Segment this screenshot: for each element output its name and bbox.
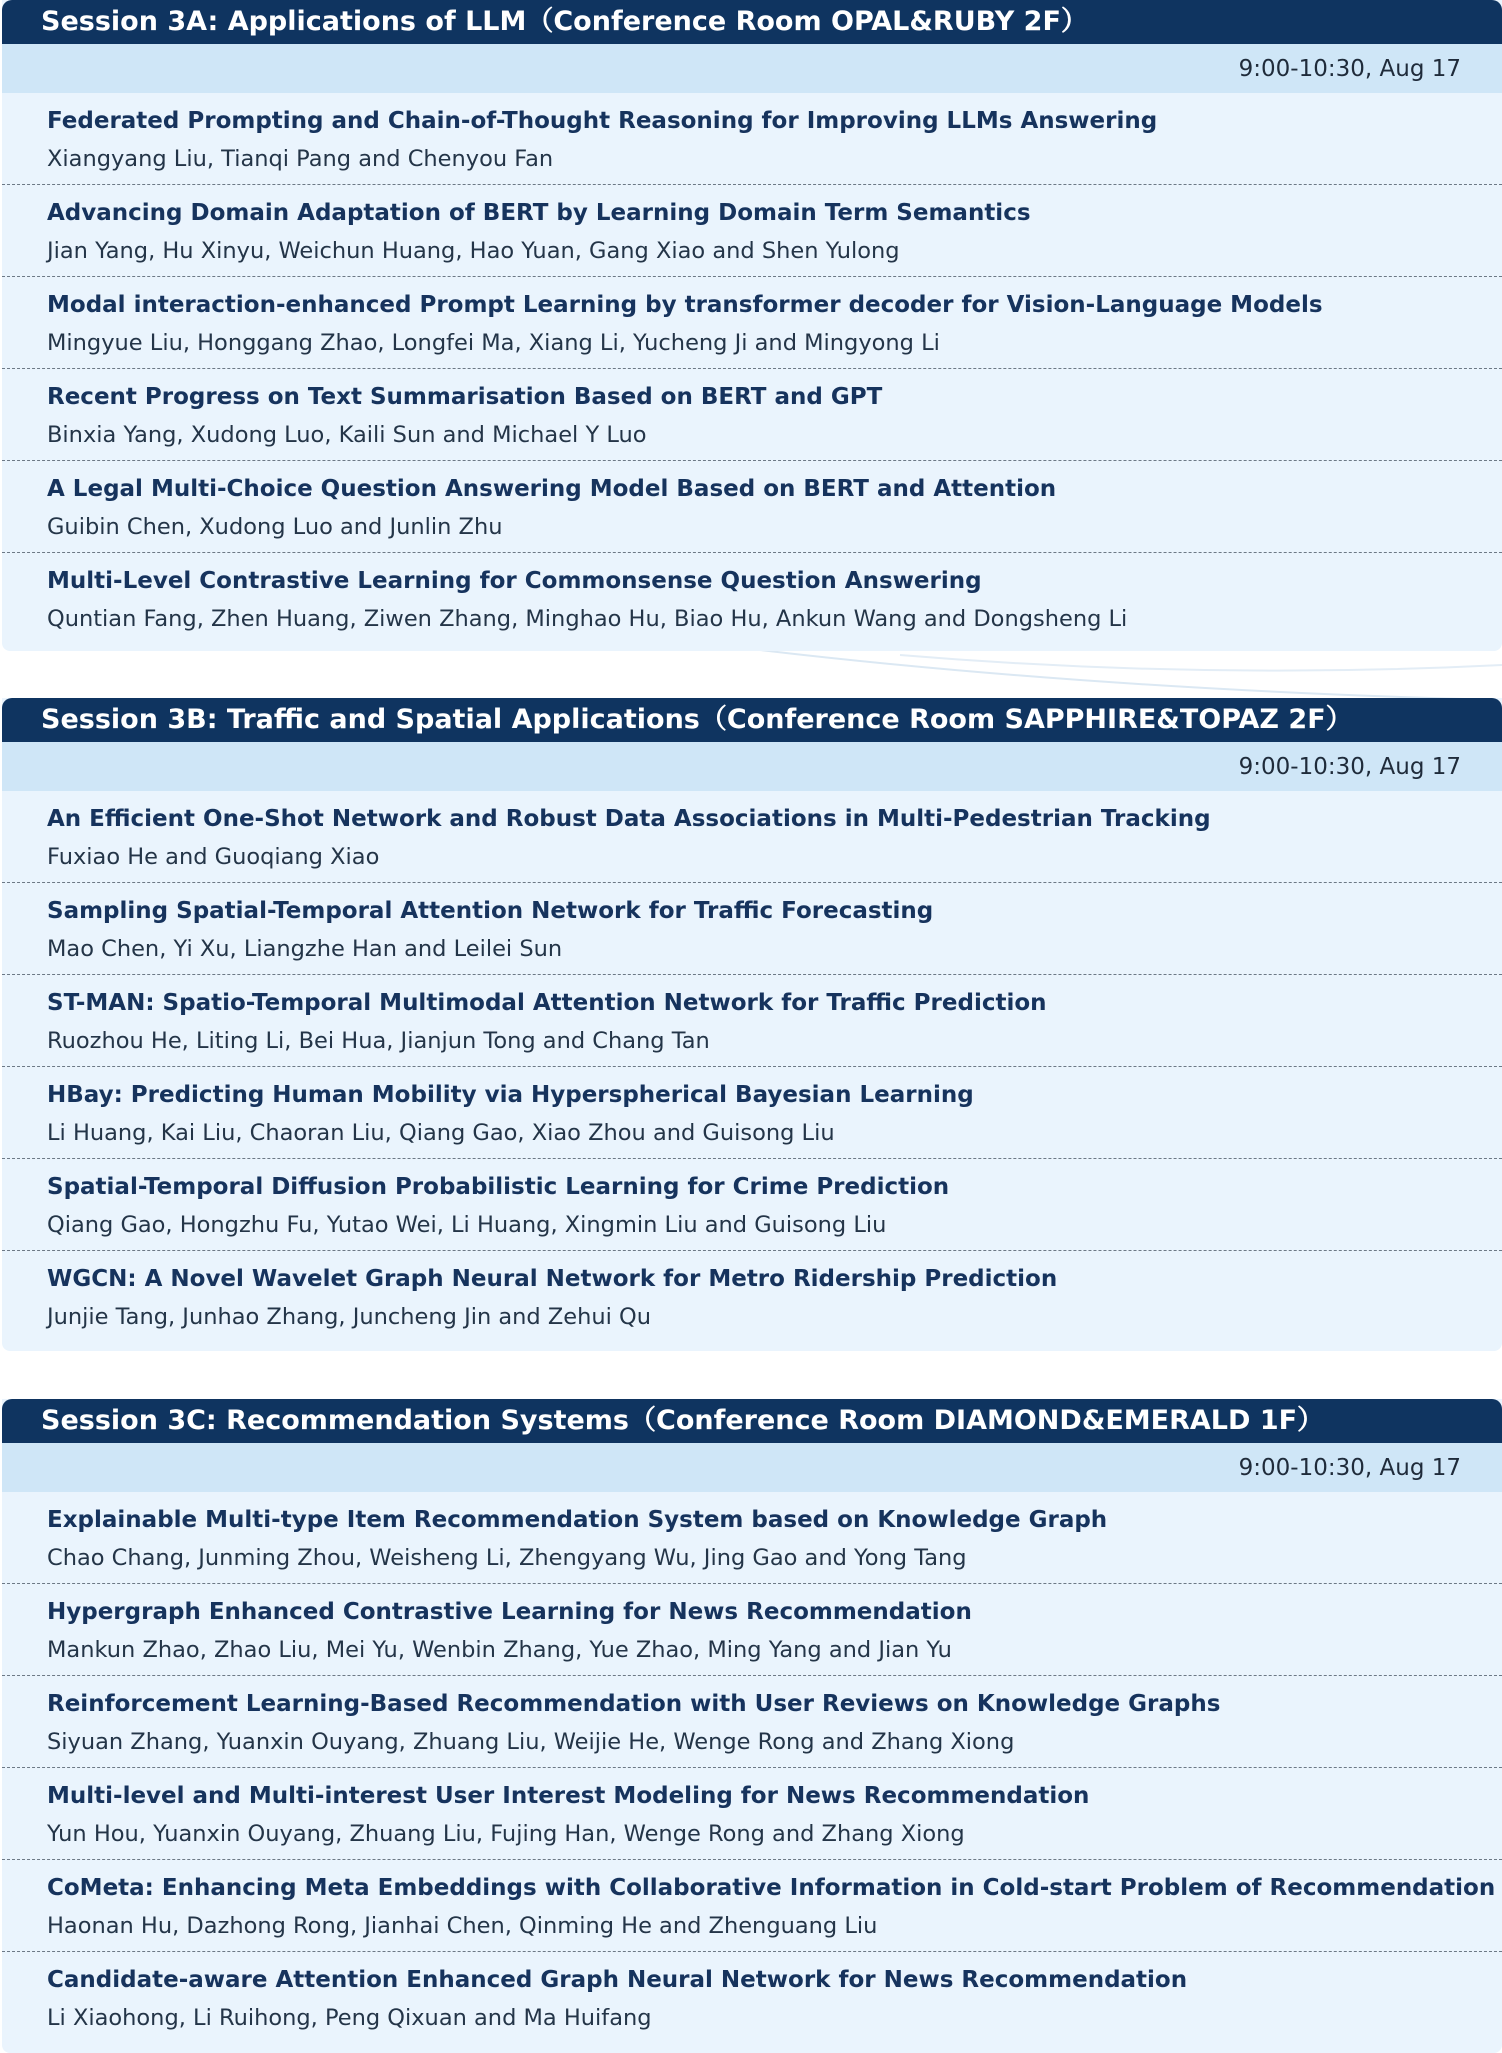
paper-authors: Mingyue Liu, Honggang Zhao, Longfei Ma, Xiang Li, Yucheng Ji and Mingyong Li	[47, 330, 940, 356]
paper-title: Spatial-Temporal Diffusion Probabilistic Learning for Crime Prediction	[47, 1174, 950, 1200]
paper-authors: Li Xiaohong, Li Ruihong, Peng Qixuan and Ma Huifang	[47, 2005, 652, 2031]
paper-item	[2, 1251, 1502, 1343]
session-title: Session 3A: Applications of LLM（Conference Room OPAL&RUBY 2F）	[2, 0, 1502, 44]
paper-title: HBay: Predicting Human Mobility via Hyperspherical Bayesian Learning	[47, 1082, 974, 1108]
paper-item	[2, 1159, 1502, 1251]
paper-title: Advancing Domain Adaptation of BERT by Learning Domain Term Semantics	[47, 200, 1031, 226]
paper-title: Federated Prompting and Chain-of-Thought Reasoning for Improving LLMs Answering	[47, 108, 1158, 134]
paper-title: Hypergraph Enhanced Contrastive Learning for News Recommendation	[47, 1599, 972, 1625]
session-title: Session 3B: Traffic and Spatial Applications（Conference Room SAPPHIRE&TOPAZ 2F）	[2, 698, 1502, 742]
session-3b	[2, 698, 1502, 1351]
paper-authors: Quntian Fang, Zhen Huang, Ziwen Zhang, Minghao Hu, Biao Hu, Ankun Wang and Dongsheng Li	[47, 606, 1128, 632]
paper-item	[2, 277, 1502, 369]
paper-title: Modal interaction-enhanced Prompt Learning by transformer decoder for Vision-Language Models	[47, 292, 1323, 318]
paper-item	[2, 93, 1502, 185]
paper-authors: Yun Hou, Yuanxin Ouyang, Zhuang Liu, Fujing Han, Wenge Rong and Zhang Xiong	[47, 1821, 965, 1847]
paper-item	[2, 791, 1502, 883]
paper-title: ST-MAN: Spatio-Temporal Multimodal Attention Network for Traffic Prediction	[47, 990, 1047, 1016]
paper-title: Explainable Multi-type Item Recommendation System based on Knowledge Graph	[47, 1507, 1108, 1533]
paper-item	[2, 1492, 1502, 1584]
paper-item	[2, 369, 1502, 461]
paper-item	[2, 1067, 1502, 1159]
session-time: 9:00-10:30, Aug 17	[2, 44, 1502, 93]
paper-item	[2, 1860, 1502, 1952]
paper-item	[2, 553, 1502, 645]
session-time: 9:00-10:30, Aug 17	[2, 1443, 1502, 1492]
paper-title: Candidate-aware Attention Enhanced Graph Neural Network for News Recommendation	[47, 1967, 1188, 1993]
paper-authors: Binxia Yang, Xudong Luo, Kaili Sun and Michael Y Luo	[47, 422, 647, 448]
paper-authors: Xiangyang Liu, Tianqi Pang and Chenyou Fan	[47, 146, 554, 172]
paper-title: CoMeta: Enhancing Meta Embeddings with Collaborative Information in Cold-start Problem of Recommendation	[47, 1875, 1496, 1901]
paper-title: Reinforcement Learning-Based Recommendation with User Reviews on Knowledge Graphs	[47, 1691, 1221, 1717]
paper-authors: Mao Chen, Yi Xu, Liangzhe Han and Leilei Sun	[47, 936, 563, 962]
paper-item	[2, 1584, 1502, 1676]
paper-item	[2, 1952, 1502, 2044]
session-3a	[2, 0, 1502, 651]
paper-item	[2, 461, 1502, 553]
paper-title: Recent Progress on Text Summarisation Based on BERT and GPT	[47, 384, 883, 410]
paper-title: Sampling Spatial-Temporal Attention Network for Traffic Forecasting	[47, 898, 934, 924]
paper-authors: Li Huang, Kai Liu, Chaoran Liu, Qiang Gao, Xiao Zhou and Guisong Liu	[47, 1120, 835, 1146]
paper-item	[2, 185, 1502, 277]
paper-title: Multi-Level Contrastive Learning for Commonsense Question Answering	[47, 568, 982, 594]
paper-authors: Guibin Chen, Xudong Luo and Junlin Zhu	[47, 514, 503, 540]
paper-authors: Haonan Hu, Dazhong Rong, Jianhai Chen, Qinming He and Zhenguang Liu	[47, 1913, 878, 1939]
paper-item	[2, 1676, 1502, 1768]
paper-item	[2, 1768, 1502, 1860]
paper-item	[2, 975, 1502, 1067]
paper-authors: Ruozhou He, Liting Li, Bei Hua, Jianjun Tong and Chang Tan	[47, 1028, 710, 1054]
paper-authors: Siyuan Zhang, Yuanxin Ouyang, Zhuang Liu, Weijie He, Wenge Rong and Zhang Xiong	[47, 1729, 1015, 1755]
paper-title: An Efficient One-Shot Network and Robust Data Associations in Multi-Pedestrian Tracking	[47, 806, 1211, 832]
session-title: Session 3C: Recommendation Systems（Conference Room DIAMOND&EMERALD 1F）	[2, 1399, 1502, 1443]
paper-authors: Jian Yang, Hu Xinyu, Weichun Huang, Hao Yuan, Gang Xiao and Shen Yulong	[47, 238, 900, 264]
paper-authors: Fuxiao He and Guoqiang Xiao	[47, 844, 380, 870]
session-time: 9:00-10:30, Aug 17	[2, 742, 1502, 791]
paper-authors: Junjie Tang, Junhao Zhang, Juncheng Jin and Zehui Qu	[47, 1304, 651, 1330]
paper-authors: Chao Chang, Junming Zhou, Weisheng Li, Zhengyang Wu, Jing Gao and Yong Tang	[47, 1545, 967, 1571]
paper-title: A Legal Multi-Choice Question Answering Model Based on BERT and Attention	[47, 476, 1057, 502]
paper-title: WGCN: A Novel Wavelet Graph Neural Network for Metro Ridership Prediction	[47, 1266, 1058, 1292]
paper-authors: Mankun Zhao, Zhao Liu, Mei Yu, Wenbin Zhang, Yue Zhao, Ming Yang and Jian Yu	[47, 1637, 952, 1663]
paper-item	[2, 883, 1502, 975]
paper-title: Multi-level and Multi-interest User Interest Modeling for News Recommendation	[47, 1783, 1090, 1809]
session-3c	[2, 1399, 1502, 2053]
paper-authors: Qiang Gao, Hongzhu Fu, Yutao Wei, Li Huang, Xingmin Liu and Guisong Liu	[47, 1212, 887, 1238]
